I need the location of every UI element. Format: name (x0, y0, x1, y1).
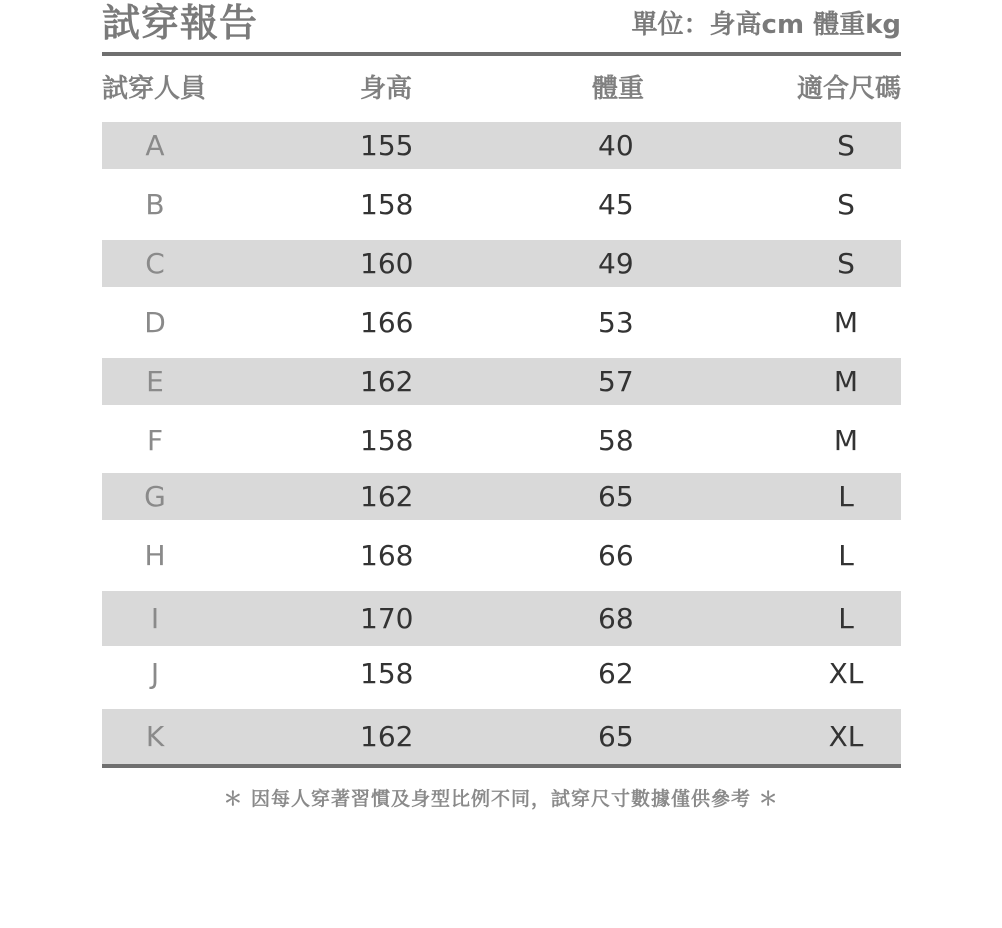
cell-height: 162 (360, 720, 414, 753)
report-header (102, 0, 901, 56)
cell-weight: 62 (598, 657, 634, 690)
cell-size: XL (828, 720, 864, 753)
footnote: ＊ 因每人穿著習慣及身型比例不同，試穿尺寸數據僅供參考 ＊ (223, 788, 779, 810)
table-row (102, 473, 901, 520)
cell-size: L (838, 539, 854, 572)
table-row (102, 299, 901, 346)
report-title: 試穿報告 (102, 1, 259, 45)
cell-weight: 57 (598, 365, 634, 398)
column-header-height: 身高 (360, 74, 413, 104)
cell-height: 160 (360, 247, 414, 280)
cell-weight: 65 (598, 720, 634, 753)
cell-size: M (833, 424, 859, 457)
table-row (102, 417, 901, 464)
cell-weight: 40 (598, 129, 634, 162)
cell-person: K (145, 720, 165, 753)
cell-weight: 66 (598, 539, 634, 572)
cell-person: E (146, 365, 164, 398)
table-row (102, 532, 901, 579)
cell-weight: 68 (598, 602, 634, 635)
cell-person: A (145, 129, 165, 162)
cell-size: L (838, 602, 854, 635)
cell-size: S (837, 247, 855, 280)
column-header-size: 適合尺碼 (796, 74, 901, 104)
cell-height: 158 (360, 424, 414, 457)
cell-weight: 58 (598, 424, 634, 457)
column-header-weight: 體重 (592, 74, 645, 104)
cell-size: S (837, 188, 855, 221)
table-row (102, 240, 901, 287)
cell-size: S (837, 129, 855, 162)
cell-person: C (145, 247, 165, 280)
cell-person: I (150, 602, 160, 635)
cell-weight: 45 (598, 188, 634, 221)
cell-person: J (150, 657, 160, 690)
cell-height: 166 (360, 306, 414, 339)
cell-person: F (146, 424, 164, 457)
cell-weight: 53 (598, 306, 634, 339)
cell-height: 162 (360, 480, 414, 513)
cell-size: XL (828, 657, 864, 690)
unit-label: 單位：身高cm 體重kg (631, 10, 901, 40)
cell-person: B (145, 188, 165, 221)
cell-height: 168 (360, 539, 414, 572)
cell-person: G (144, 480, 166, 513)
table-row (102, 650, 901, 697)
cell-person: D (144, 306, 166, 339)
cell-size: L (838, 480, 854, 513)
cell-height: 170 (360, 602, 414, 635)
fitting-report (102, 0, 901, 753)
column-header-person: 試穿人員 (102, 74, 207, 104)
cell-person: H (144, 539, 166, 572)
table-row (102, 358, 901, 405)
cell-size: M (833, 365, 859, 398)
table-header (102, 56, 901, 122)
cell-weight: 49 (598, 247, 634, 280)
table-row (102, 181, 901, 228)
table-row (102, 122, 901, 169)
cell-height: 162 (360, 365, 414, 398)
cell-weight: 65 (598, 480, 634, 513)
bottom-divider (102, 764, 901, 768)
table-row (102, 709, 901, 765)
cell-size: M (833, 306, 859, 339)
table-row (102, 591, 901, 646)
cell-height: 158 (360, 657, 414, 690)
cell-height: 158 (360, 188, 414, 221)
cell-height: 155 (360, 129, 414, 162)
